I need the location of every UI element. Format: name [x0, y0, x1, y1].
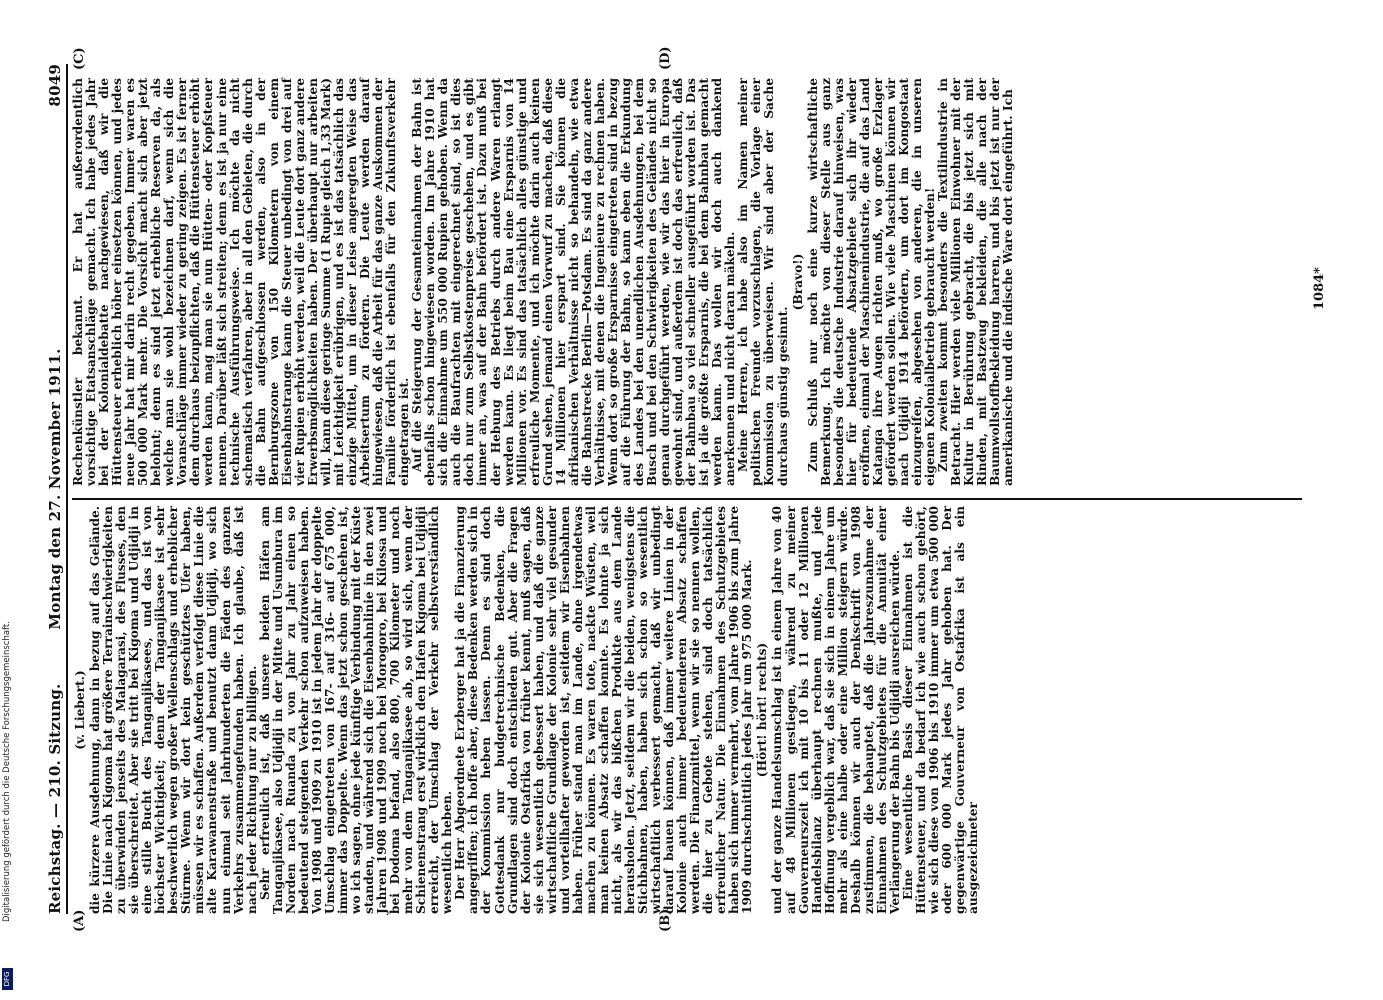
- margin-marker-a: (A): [72, 909, 87, 932]
- digitization-credit: [2, 0, 14, 1000]
- paragraph: Rechenkünstler bekannt. Er hat außerordentlich vorsichtige Etatsanschläge gemacht. Ich habe jedes Jahr bei der Kolonialdebatte nachgewiesen, daß wir die Hüttensteuer erheblich höher einsetzen können, und jedes neue Jahr hat mir darin recht gegeben. Immer waren es 500 000 Mark mehr. Die Vorsicht macht sich aber jetzt belohnt; denn es sind jetzt erhebliche Reserven da, als welche man sie wohl bezeichnen darf, wenn sich die Voranschläge immer wieder zu gering zeigen. Es ist ferner dem durchaus beizupflichten, daß die Hüttensteuer erhöht werden kann, mag man sie nun Hütten- oder Kopfsteuer nennen. Darüber läßt sich streiten; denn es ist ja nur eine technische Ausführungsweise. Ich möchte da nicht schematisch verfahren, aber in all den Gebieten, die durch die Bahn aufgeschlossen werden, also in der Bernburgszone von 150 Kilometern von einem Eisenbahnstrange kann die Steuer unbedingt von drei auf vier Rupien erhöht werden, weil die Leute dort ganz andere Erwerbsmöglichkeiten haben. Der überhaupt nur arbeiten will, kann diese geringe Summe (1 Rupie gleich 1,33 Mark) mit Leichtigkeit erübrigen, und es ist das tatsächlich das einzige Mittel, um in dieser Leise angeregten Weise das Arbeitsertum zu fördern. Die Leute werden darauf hingewiesen, daß die Arbeit für das ganze Auskommen der Familie förderlich ist ebenfalls für den Zukunftsverkehr eingetragen ist.: [71, 78, 412, 486]
- paragraph: Sehr erfreulich ist, daß unsere beiden Häfen am Tanganjikasee, also Udjidji in der Mitte und Usumbura im Norden nach Ruanda zu von Jahr zu Jahr einen so bedeutend steigenden Verkehr schon aufzuweisen haben. Von 1908 und 1909 zu 1910 ist in jedem Jahr der doppelte Umschlag eingetreten von 167- auf 316- auf 675 000, immer das Doppelte. Wenn das jetzt schon geschehen ist, wo ich sagen, ohne jede künftige Verbindung mit der Küste standen, und während sich die Eisenbahnlinie in den zwei Jahren 1908 und 1909 noch bei Morogoro, bei Kilossa und bei Dodoma befand, also 800, 700 Kilometer und noch mehr von dem Tanganjikasee ab, so wird sich, wenn der Schienenstrang erst wirklich den Hafen Kigoma bei Udjidji erreicht, der Umschlag der Verkehr selbstverständlich wesentlich heben.: [257, 506, 455, 914]
- header-date: Montag den 27. November 1911.: [46, 348, 64, 630]
- interjection: (Hört! hört! rechts): [755, 642, 770, 778]
- speaker-label: (v. Liebert.): [73, 670, 87, 750]
- header-session: Reichstag. — 210. Sitzung.: [46, 683, 64, 914]
- paragraph: Auf die Steigerung der Gesamteinnahmen der Bahn ist ebenfalls schon hingewiesen worden. Im Jahre 1910 hat sich die Einnahme um 550 000 Rupien gehoben. Wenn da auch die Baufrachten mit eingerechnet sind, so ist dies doch nur zum Selbstkostenpreise geschehen, und es gibt immer an, was auf der Bahn befördert ist. Dazu muß bei der Hebung des Betriebs durch andere Waren erlangt werden kann. Es liegt beim Bau eine Ersparnis von 14 Millionen vor. Es sind das tatsächlich alles günstige und erfreuliche Momente, und ich möchte darin auch keinen Grund sehen, jemand einen Vorwurf zu machen, daß diese 14 Millionen hier erspart sind. Sie können die afrikanischen Verhältnisse nicht so behandeln, wie etwa die Bahnstrecke Berlin—Potsdam. Es sind da ganz andere Verhältnisse, mit denen die Ingenieure zu rechnen haben. Wenn dort so große Ersparnisse eingetreten sind in bezug auf die Führung der Bahn, so kann eben die Erkundung des Landes bei den unendlichen Ausdehnungen, bei dem Busch und bei den Schwierigkeiten des Geländes nicht so genau durchgeführt werden, wie wir das hier in Europa gewohnt sind, und außerdem ist doch das erfreulich, daß der Bahnbau so viel schneller ausgeführt worden ist. Das ist ja die größte Ersparnis, die bei dem Bahnbau gemacht werden kann. Das wollen wir doch auch dankend anerkennen und nicht daran mäkeln.: [410, 78, 738, 486]
- margin-marker-b: (B): [658, 908, 673, 932]
- paragraph: Eine wesentliche Basis dieser Einnahmen ist die Hüttensteuer, und da bedarf ich wie auch schon gehört, wie sich diese von 1906 bis 1910 immer um etwa 500 000 oder 600 000 Mark jedes Jahr gehoben hat. Der gegenwärtige Gouverneur von Ostafrika ist als ein ausgezeichneter: [900, 506, 981, 914]
- margin-marker-c: (C): [72, 47, 87, 70]
- left-column: [72, 506, 980, 914]
- paragraph: und der ganze Handelsumschlag ist in einem Jahre von 40 auf 48 Millionen gestiegen, während zu meiner Gouverneurszeit ich mit 10 bis 11 oder 12 Millionen Handelsbilanz überhaupt rechnen mußte, und jede Hoffnung vergeblich war, daß sie sich in einem Jahre um mehr als eine halbe oder eine Million steigern würde. Deshalb können wir auch der Denkschrift von 1908 zustimmen, die behauptet, daß die Jahreszunahme der Einnahmen des Schutzgebietes für die Annuität einer Verlängerung der Bahn bis Udjidji ausreichen würde.: [770, 506, 902, 914]
- paragraph: die kürzere Ausdehnung, dann in bezug auf das Gelände. Die Linie nach Kigoma hat größere Terrainschwierigkeiten zu überwinden jenseits des Malagarasi, des Flusses, den sie überschreitet. Aber sie tritt bei Kigoma und Udjidji in eine stille Bucht des Tanganjikasees, und das ist von höchster Wichtigkeit; denn der Tanganjikasee ist sehr beschwerlich wegen großer Wellenschlags und erheblicher Stürme. Wenn wir dort kein geschütztes Ufer haben, müssen wir es schaffen. Außerdem verfolgt diese Linie die alte Karawanenstraße und benutzt dann Udjidji, wo sich nun einmal seit Jahrhunderten die Fäden des ganzen Verkehrs zusammengefunden haben. Ich glaube, daß ist nach jeder Richtung nur zu billigen.: [88, 506, 259, 914]
- sheet-code: 1084*: [1312, 267, 1327, 310]
- paragraph: Zum zweiten kommt besonders die Textilindustrie in Betracht. Hier werden viele Millionen Einwohner mit der Kultur in Berührung gebracht, die bis jetzt sich mit Rinden, mit Bastzeug bekleiden, die alle nach der Baumwollstoffbekleidung harren, und bis jetzt ist nur der amerikanische und die indische Ware dort eingeführt. Ich: [936, 78, 1016, 486]
- dfg-logo-icon: DFG: [2, 968, 13, 990]
- paragraph: Meine Herren, ich habe also im Namen meiner politischen Freunde vorzuschlagen, die Vorlage einer Kommission zu überweisen. Wir sind aber der Sache durchaus günstig gesinnt.: [736, 78, 790, 486]
- right-column: [72, 78, 1015, 486]
- page-header: [46, 64, 68, 914]
- paragraph: Der Herr Abgeordnete Erzberger hat ja die Finanzierung angegriffen; ich hoffe aber, diese Bedenken werden sich in der Kommission heben lassen. Denn es sind doch Gottesdank nur budgetrechnische Bedenken, die Grundlagen sind doch entschieden gut. Aber die Fragen der Kolonie Ostafrika von früher kennt, muß sagen, daß sie sich wesentlich gebessert haben, und daß die ganze wirtschaftliche Grundlage der Kolonie sehr viel gesunder und vorteilhafter geworden ist, seitdem wir Eisenbahnen haben. Früher stand man im Lande, ohne irgendetwas machen zu können. Es waren tote, nackte Wüsten, weil man keinen Absatz schaffen konnte. Es lohnte ja sich nicht, als wir das bißchen Produkte aus dem Lande herausholen. Jetzt, seitdem wir die beiden, wenigstens die Stichbahnen, haben, haben sich schon so wesentlich wirtschaftlich verbessert gemacht, daß wir unbedingt darauf bauen können, daß immer weitere Linien in der Kolonie auch immer bedeutenderen Absatz schaffen werden. Die Finanzmittel, wenn wir sie so nennen wollen, die hier zu Gebote stehen, sind doch tatsächlich erfreulicher Natur. Die Einnahmen des Schutzgebietes haben sich immer vermehrt, vom Jahre 1906 bis zum Jahre 1909 durchschnittlich jedes Jahr um 975 000 Mark.: [453, 506, 755, 914]
- paragraph: Zum Schluß nur noch eine kurze wirtschaftliche Bemerkung. Ich möchte von dieser Stelle aus ganz besonders die deutsche Industrie darauf hinweisen, was hier für bedeutende Absatzgebiete sich ihr wieder eröffnen, einmal der Maschinenindustrie, die auf das Land Katanga ihre Augen richten muß, wo große Erzlager gefördert werden sollen. Wie viele Maschinen können wir nach Udjidji 1914 befördern, um dort im Kongostaat einzugreifen, abgesehen von anderen, die in unseren eigenen Kolonialbetrieb gebraucht werden!: [805, 78, 938, 486]
- column-divider: [72, 498, 1302, 500]
- margin-marker-d: (D): [658, 46, 673, 70]
- header-page-number: 8049: [46, 64, 64, 107]
- credit-text: Digitalisierung gefördert durch die Deutsche Forschungsgemeinschaft.: [2, 621, 12, 922]
- applause: (Bravo!): [790, 253, 805, 311]
